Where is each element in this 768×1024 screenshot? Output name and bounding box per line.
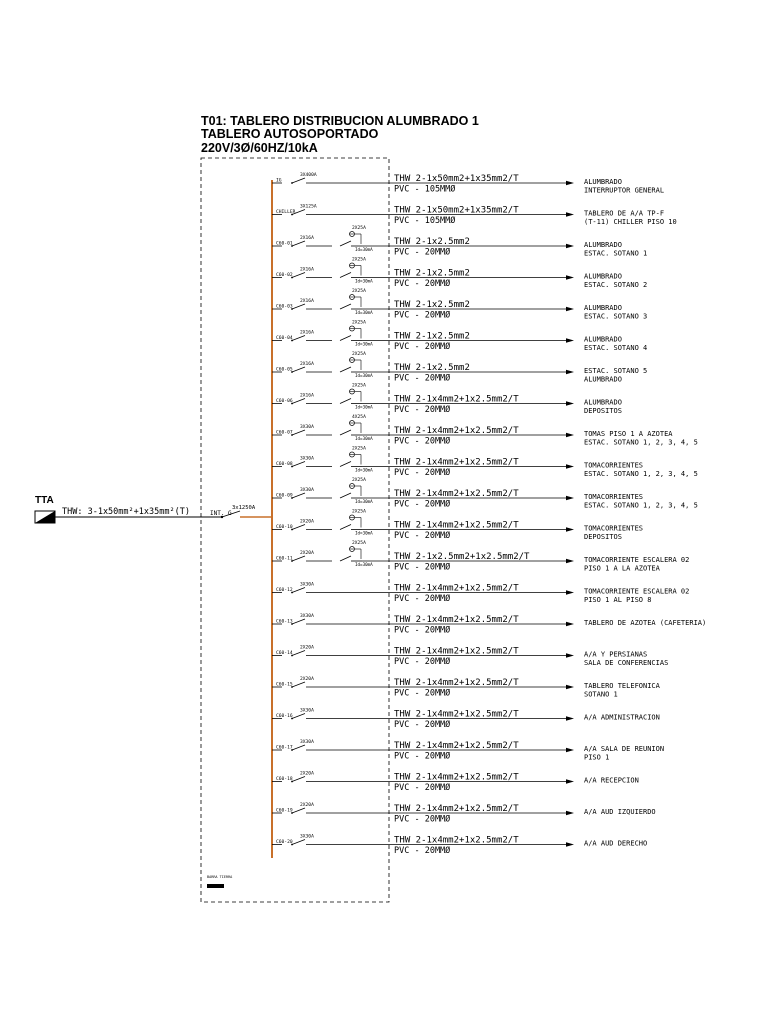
destination-line-2: PISO 1 (584, 753, 610, 762)
breaker-rating: 2X20A (300, 771, 314, 777)
destination-line-1: A/A RECEPCION (584, 776, 639, 785)
destination-line-1: ALUMBRADO (584, 241, 622, 249)
arrow-icon (566, 527, 574, 531)
circuit-row (272, 383, 622, 416)
circuit-row (272, 708, 660, 731)
destination-line-1: TOMACORRIENTES (584, 524, 644, 533)
cable-spec: THW 2-1x4mm2+1x2.5mm2/T (394, 678, 519, 688)
conduit-spec: PVC - 20MMØ (394, 751, 451, 762)
breaker-rating: 3X30A (300, 614, 314, 619)
breaker-rating: 2X20A (300, 645, 314, 651)
breaker-contact (292, 178, 305, 183)
circuit-id: C60-16 (276, 714, 293, 719)
circuit-row (272, 582, 689, 605)
destination-line-2: SOTANO 1 (584, 690, 618, 699)
diff-contact (340, 304, 351, 309)
circuit-id: C60-04 (276, 336, 293, 341)
breaker-rating: 3X30A (300, 425, 314, 430)
circuit-row (272, 257, 647, 290)
cable-spec: THW 2-1x4mm2+1x2.5mm2/T (394, 709, 519, 720)
arrow-icon (566, 811, 574, 815)
circuit-id: C60-02 (276, 273, 293, 278)
cable-spec: THW 2-1x4mm2+1x2.5mm2/T (394, 772, 519, 783)
breaker-contact (292, 745, 305, 750)
breaker-contact (292, 304, 305, 309)
conduit-spec: PVC - 20MMØ (394, 279, 451, 289)
breaker-rating: 2X16A (300, 267, 314, 273)
circuit-row (272, 739, 664, 762)
diff-contact (340, 273, 351, 278)
breaker-rating: 2X20A (300, 519, 314, 525)
conduit-spec: PVC - 20MMØ (394, 657, 451, 667)
breaker-rating: 2X16A (300, 393, 314, 399)
cable-spec: THW 2-1x2.5mm2 (394, 268, 470, 279)
conduit-spec: PVC - 20MMØ (394, 814, 451, 825)
circuit-row (272, 676, 661, 699)
circuit-row (272, 351, 647, 384)
breaker-rating: 3X125A (300, 204, 317, 210)
destination-line-2: PISO 1 AL PISO 8 (584, 596, 652, 604)
conduit-spec: PVC - 20MMØ (394, 436, 451, 447)
arrow-icon (566, 842, 574, 846)
cable-spec: THW 2-1x4mm2+1x2.5mm2/T (394, 520, 519, 531)
circuit-id: C60-15 (276, 682, 293, 688)
destination-line-2: ESTAC. SOTANO 1, 2, 3, 4, 5 (584, 501, 698, 510)
destination-line-2: ESTAC. SOTANO 3 (584, 312, 648, 321)
arrow-icon (566, 779, 574, 783)
arrow-icon (566, 622, 574, 626)
cable-spec: THW 2-1x4mm2+1x2.5mm2/T (394, 804, 519, 814)
diff-sensitivity: Id=30mA (355, 467, 373, 473)
title-line-2: TABLERO AUTOSOPORTADO (201, 127, 379, 141)
diff-rating: 2X25A (352, 509, 366, 515)
main-breaker-label: INT. G (210, 510, 232, 517)
breaker-rating: 2X20A (300, 551, 314, 556)
diff-contact (340, 336, 351, 341)
breaker-rating: 2X20A (300, 677, 314, 682)
diff-contact (340, 493, 351, 498)
arrow-icon (566, 212, 574, 216)
breaker-contact (292, 588, 305, 593)
diff-sensitivity: Id=30mA (355, 373, 373, 378)
breaker-rating: 3X30A (300, 834, 314, 840)
circuit-id: C60-12 (276, 588, 293, 593)
cable-spec: THW 2-1x4mm2+1x2.5mm2/T (394, 646, 519, 657)
ground-bar-label: BARRA TIERRA (207, 875, 233, 879)
arrow-icon (566, 401, 574, 405)
arrow-icon (566, 244, 574, 248)
breaker-pivot (291, 182, 293, 184)
breaker-contact (292, 682, 305, 687)
destination-line-2: SALA DE CONFERENCIAS (584, 659, 669, 667)
conduit-spec: PVC - 20MMØ (394, 562, 451, 573)
breaker-contact (292, 367, 305, 372)
breaker-rating: 2X16A (300, 236, 314, 241)
destination-line-1: ALUMBRADO (584, 335, 622, 344)
diff-sensitivity: Id=30mA (355, 499, 373, 504)
circuit-row (272, 320, 647, 353)
diff-sensitivity: Id=30mA (355, 341, 373, 347)
main-breaker-rating: 3x1250A (232, 505, 256, 511)
conduit-spec: PVC - 20MMØ (394, 783, 451, 793)
destination-line-1: ALUMBRADO (584, 304, 622, 312)
arrow-icon (566, 181, 574, 185)
destination-line-2: ESTAC. SOTANO 1 (584, 249, 648, 258)
diff-sensitivity: Id=30mA (355, 436, 373, 441)
destination-line-1: A/A ADMINISTRACION (584, 713, 660, 722)
arrow-icon (566, 685, 574, 689)
conduit-spec: PVC - 105MMØ (394, 216, 456, 226)
diff-rating: 2X25A (352, 478, 366, 483)
destination-line-2: ESTAC. SOTANO 1, 2, 3, 4, 5 (584, 438, 698, 447)
destination-line-1: A/A AUD IZQUIERDO (584, 808, 656, 816)
destination-line-2: PISO 1 A LA AZOTEA (584, 564, 660, 573)
circuit-id: C60-08 (276, 462, 293, 467)
conduit-spec: PVC - 20MMØ (394, 373, 451, 384)
circuit-id: C60-09 (276, 493, 293, 499)
breaker-contact (292, 619, 305, 624)
cable-spec: THW 2-1x4mm2+1x2.5mm2/T (394, 426, 519, 436)
cable-spec: THW 2-1x2.5mm2+1x2.5mm2/T (394, 552, 530, 562)
diff-contact (340, 367, 351, 372)
diff-rating: 2X25A (352, 352, 366, 357)
arrow-icon (566, 496, 574, 500)
diff-sensitivity: Id=30mA (355, 310, 373, 315)
diff-sensitivity: Id=30mA (355, 278, 373, 284)
breaker-contact (292, 777, 305, 782)
breaker-rating: 3X30A (300, 582, 314, 588)
diff-rating: 2X25A (352, 289, 366, 294)
breaker-rating: 3X30A (300, 488, 314, 493)
circuit-id: IG (276, 178, 282, 184)
circuit-id: C60-18 (276, 777, 293, 782)
cable-spec: THW 2-1x4mm2+1x2.5mm2/T (394, 741, 519, 751)
circuit-id: C60-07 (276, 430, 293, 436)
title-line-3: 220V/3Ø/60HZ/10kA (201, 141, 318, 155)
breaker-contact (292, 273, 305, 278)
cable-spec: THW 2-1x4mm2+1x2.5mm2/T (394, 835, 519, 846)
breaker-rating: 3X30A (300, 740, 314, 745)
breaker-rating: 2X20A (300, 803, 314, 808)
arrow-icon (566, 464, 574, 468)
circuit-row (272, 225, 647, 258)
destination-line-1: TABLERO TELEFONICA (584, 682, 660, 690)
circuit-row (272, 540, 689, 573)
title-line-1: T01: TABLERO DISTRIBUCION ALUMBRADO 1 (201, 114, 479, 128)
destination-line-1: TOMACORRIENTE ESCALERA 02 (584, 556, 690, 564)
destination-line-1: TOMACORRIENTES (584, 493, 644, 501)
destination-line-1: A/A AUD DERECHO (584, 839, 648, 848)
conduit-spec: PVC - 20MMØ (394, 310, 451, 321)
cable-spec: THW 2-1x50mm2+1x35mm2/T (394, 205, 519, 216)
arrow-icon (566, 716, 574, 720)
cable-spec: THW 2-1x50mm2+1x35mm2/T (394, 174, 519, 184)
breaker-contact (292, 808, 305, 813)
diff-contact (340, 556, 351, 561)
diff-sensitivity: Id=30mA (355, 562, 373, 567)
cable-spec: THW 2-1x2.5mm2 (394, 300, 470, 310)
destination-line-2: DEPOSITOS (584, 407, 622, 415)
circuit-row (272, 834, 647, 857)
breaker-contact (292, 525, 305, 530)
circuit-row (272, 204, 677, 227)
arrow-icon (566, 370, 574, 374)
destination-line-2: ESTAC. SOTANO 2 (584, 281, 648, 289)
diff-sensitivity: Id=30mA (355, 247, 373, 252)
arrow-icon (566, 748, 574, 752)
destination-line-1: ESTAC. SOTANO 5 (584, 367, 648, 375)
cable-spec: THW 2-1x4mm2+1x2.5mm2/T (394, 615, 519, 625)
circuit-row (272, 509, 643, 542)
diff-rating: 2X25A (352, 446, 366, 452)
diff-rating: 2X25A (352, 226, 366, 231)
circuit-id: C60-10 (276, 525, 293, 530)
breaker-rating: 2X16A (300, 362, 314, 367)
diff-contact (340, 430, 351, 435)
destination-line-1: TOMACORRIENTE ESCALERA 02 (584, 587, 690, 596)
diff-sensitivity: Id=30mA (355, 404, 373, 410)
circuit-id: C60-13 (276, 619, 293, 625)
destination-line-1: A/A Y PERSIANAS (584, 650, 648, 659)
conduit-spec: PVC - 20MMØ (394, 688, 451, 699)
destination-line-2: ESTAC. SOTANO 1, 2, 3, 4, 5 (584, 470, 698, 478)
diff-contact (340, 462, 351, 467)
conduit-spec: PVC - 20MMØ (394, 468, 451, 478)
arrow-icon (566, 433, 574, 437)
circuit-id: C60-06 (276, 399, 293, 404)
destination-line-1: ALUMBRADO (584, 178, 622, 186)
breaker-rating: 2X16A (300, 330, 314, 336)
diff-sensitivity: Id=30mA (355, 530, 373, 536)
circuit-id: C60-14 (276, 651, 293, 656)
arrow-icon (566, 590, 574, 594)
conduit-spec: PVC - 20MMØ (394, 405, 451, 415)
destination-line-1: TOMAS PISO 1 A AZOTEA (584, 430, 673, 438)
cable-spec: THW 2-1x4mm2+1x2.5mm2/T (394, 394, 519, 405)
circuit-id: CHILLER (276, 210, 296, 215)
conduit-spec: PVC - 20MMØ (394, 594, 451, 604)
breaker-contact (292, 556, 305, 561)
destination-line-1: TABLERO DE AZOTEA (CAFETERIA) (584, 619, 707, 627)
conduit-spec: PVC - 20MMØ (394, 499, 451, 510)
diff-rating: 2X25A (352, 257, 366, 263)
ground-bar (207, 884, 224, 888)
circuit-row (272, 288, 647, 321)
circuit-row (272, 645, 668, 668)
circuit-id: C60-11 (276, 556, 293, 562)
diff-rating: 4X25A (352, 415, 366, 420)
destination-line-1: ALUMBRADO (584, 398, 622, 407)
breaker-contact (292, 336, 305, 341)
breaker-contact (292, 462, 305, 467)
breaker-rating: 3X400A (300, 173, 317, 178)
cable-spec: THW 2-1x2.5mm2 (394, 237, 470, 247)
diff-contact (340, 525, 351, 530)
diff-rating: 2X25A (352, 383, 366, 389)
circuit-id: C60-05 (276, 367, 293, 373)
conduit-spec: PVC - 20MMØ (394, 846, 451, 856)
destination-line-2: INTERRUPTOR GENERAL (584, 186, 665, 195)
destination-line-2: (T-11) CHILLER PISO 10 (584, 218, 677, 226)
circuit-id: C60-17 (276, 745, 293, 751)
arrow-icon (566, 338, 574, 342)
destination-line-1: ALUMBRADO (584, 272, 622, 281)
conduit-spec: PVC - 20MMØ (394, 625, 451, 636)
breaker-rating: 3X30A (300, 708, 314, 714)
circuit-id: C60-20 (276, 840, 293, 845)
conduit-spec: PVC - 20MMØ (394, 720, 451, 730)
breaker-contact (292, 651, 305, 656)
circuits-group (272, 172, 706, 856)
circuit-row (272, 771, 639, 794)
breaker-contact (292, 241, 305, 246)
conduit-spec: PVC - 20MMØ (394, 342, 451, 352)
circuit-row (272, 446, 698, 479)
breaker-contact (292, 840, 305, 845)
feeder-cable-label: THW: 3-1x50mm²+1x35mm²(T) (62, 507, 190, 517)
breaker-contact (292, 493, 305, 498)
arrow-icon (566, 275, 574, 279)
destination-line-2: ALUMBRADO (584, 375, 622, 384)
conduit-spec: PVC - 20MMØ (394, 247, 451, 258)
circuit-row (272, 172, 664, 195)
source-label: TTA (35, 495, 54, 506)
circuit-id: C60-03 (276, 304, 293, 310)
destination-line-2: ESTAC. SOTANO 4 (584, 344, 648, 352)
cable-spec: THW 2-1x4mm2+1x2.5mm2/T (394, 583, 519, 594)
breaker-contact (292, 430, 305, 435)
breaker-rating: 3X30A (300, 456, 314, 462)
destination-line-1: A/A SALA DE REUNION (584, 745, 665, 753)
breaker-contact (292, 714, 305, 719)
circuit-id: C60-19 (276, 808, 293, 814)
diff-contact (340, 241, 351, 246)
diff-contact (340, 399, 351, 404)
circuit-row (272, 802, 656, 825)
diff-rating: 2X25A (352, 541, 366, 546)
circuit-row (272, 613, 706, 636)
cable-spec: THW 2-1x4mm2+1x2.5mm2/T (394, 489, 519, 499)
source-symbol (35, 511, 55, 523)
circuit-row (272, 477, 698, 510)
cable-spec: THW 2-1x2.5mm2 (394, 363, 470, 373)
destination-line-1: TOMACORRIENTES (584, 461, 644, 470)
breaker-contact (292, 399, 305, 404)
arrow-icon (566, 307, 574, 311)
cable-spec: THW 2-1x4mm2+1x2.5mm2/T (394, 457, 519, 468)
cable-spec: THW 2-1x2.5mm2 (394, 331, 470, 342)
diff-rating: 2X25A (352, 320, 366, 326)
conduit-spec: PVC - 105MMØ (394, 184, 456, 195)
breaker-rating: 2X16A (300, 299, 314, 304)
destination-line-2: DEPOSITOS (584, 533, 622, 541)
destination-line-1: TABLERO DE A/A TP-F (584, 209, 665, 218)
circuit-id: C60-01 (276, 241, 293, 247)
circuit-row (272, 414, 698, 447)
arrow-icon (566, 559, 574, 563)
conduit-spec: PVC - 20MMØ (394, 531, 451, 541)
arrow-icon (566, 653, 574, 657)
